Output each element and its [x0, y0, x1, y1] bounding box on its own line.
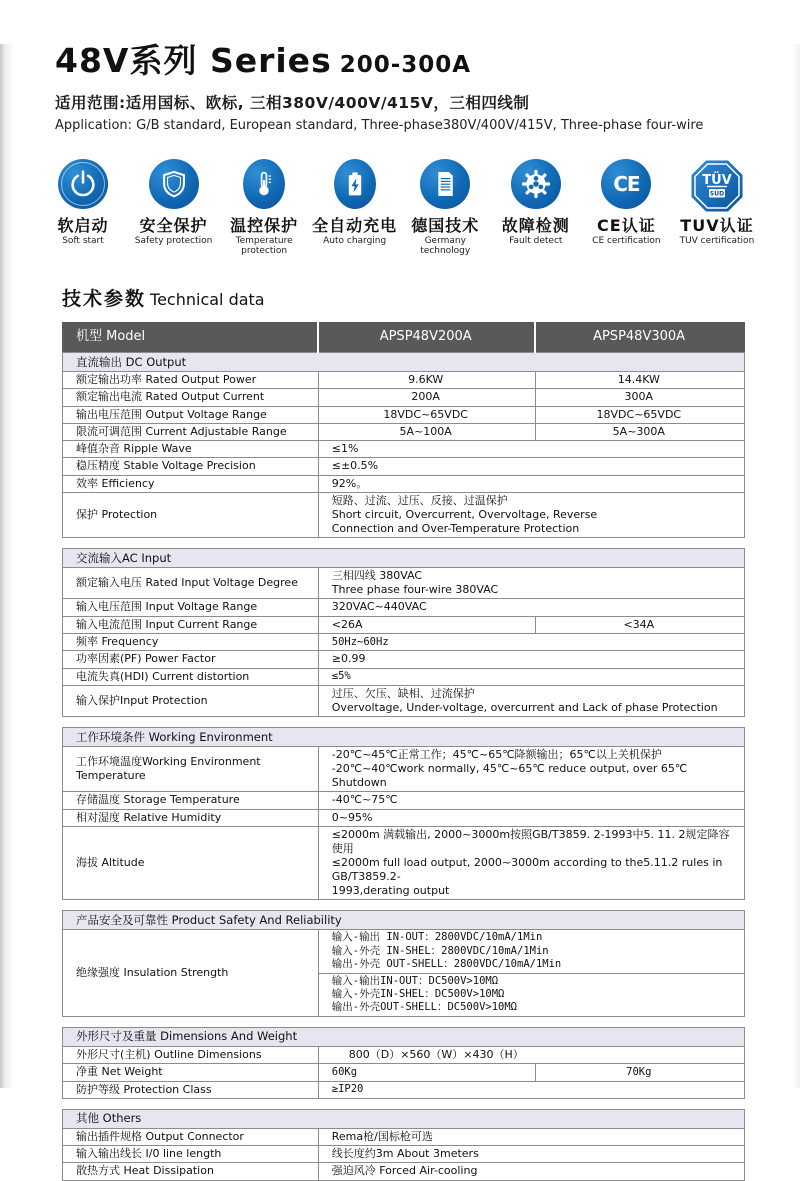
spec-value: 50Hz~60Hz [318, 634, 744, 651]
product-title-range: 200-300A [339, 52, 472, 78]
datasheet-page [0, 41, 800, 1178]
spec-table [62, 1109, 745, 1181]
feature-label-cn: 安全保护 [139, 216, 208, 235]
feature-label-en: TUV certification [679, 236, 755, 247]
spec-row [63, 747, 745, 792]
section-header-row [63, 1027, 745, 1046]
spec-row [63, 493, 745, 538]
spec-row [63, 634, 745, 651]
spec-value: 14.4KW [535, 371, 744, 388]
spec-value-line: 输出-外壳 OUT-SHELL：2800VDC/10mA/1Min [331, 958, 562, 971]
spec-row [63, 475, 745, 492]
spec-row [63, 441, 745, 458]
section-title: 外形尺寸及重量 Dimensions And Weight [63, 1027, 745, 1046]
spec-value: 18VDC~65VDC [535, 406, 744, 423]
spec-label: 防护等级 Protection Class [63, 1081, 319, 1098]
spec-tables [62, 322, 745, 1181]
spec-value: 5A~300A [535, 423, 744, 440]
document-icon [420, 159, 470, 209]
spec-label: 相对湿度 Relative Humidity [63, 809, 319, 826]
spec-value: ≤±0.5% [318, 458, 744, 475]
feature-icons-row [38, 159, 762, 257]
spec-value: ≥0.99 [318, 651, 744, 668]
spec-table [62, 910, 745, 1017]
spec-row [63, 809, 745, 826]
spec-label: 净重 Net Weight [63, 1064, 319, 1081]
spec-label: 输出插件规格 Output Connector [63, 1128, 319, 1145]
feature-label-en: Auto charging [323, 236, 387, 247]
spec-value: Rema枪/国标枪可选 [318, 1128, 744, 1145]
spec-value [318, 930, 744, 973]
spec-value: ≤5% [318, 668, 744, 685]
spec-row [63, 1146, 745, 1163]
spec-row [63, 685, 745, 716]
spec-table [62, 322, 745, 538]
feature-label-en: Temperature protection [235, 236, 293, 257]
model-header-row [63, 322, 745, 352]
feature-safety-protection [129, 159, 219, 257]
spec-value: 18VDC~65VDC [318, 406, 535, 423]
spec-value [318, 493, 744, 538]
feature-label-en: Safety protection [134, 236, 213, 247]
feature-ce-certification [581, 159, 671, 257]
spec-value: 强迫风冷 Forced Air-cooling [318, 1163, 744, 1180]
power-icon [58, 159, 108, 209]
spec-row [63, 458, 745, 475]
spec-value: 0~95% [318, 809, 744, 826]
spec-value-line: 过压、欠压、缺相、过流保护 [331, 686, 475, 700]
technical-data-heading-en: Technical data [150, 289, 265, 309]
spec-value-line: 短路、过流、过压、反接、过温保护 [331, 494, 508, 508]
spec-value: 线长度约3m About 3meters [318, 1146, 744, 1163]
spec-row [63, 1163, 745, 1180]
product-title-main: 48V系列 Series [55, 41, 332, 80]
ce-mark-icon [601, 159, 651, 209]
spec-label: 效率 Efficiency [63, 475, 319, 492]
spec-label: 输入保护Input Protection [63, 685, 319, 716]
spec-label: 电流失真(HDI) Current distortion [63, 668, 319, 685]
spec-label: 功率因素(PF) Power Factor [63, 651, 319, 668]
feature-label-cn: CE认证 [597, 216, 656, 235]
spec-label: 限流可调范围 Current Adjustable Range [63, 423, 319, 440]
spec-label: 工作环境温度Working Environment Temperature [63, 747, 319, 792]
spec-label: 外形尺寸(主机) Outline Dimensions [63, 1046, 319, 1063]
spec-value: 9.6KW [318, 371, 535, 388]
spec-value [318, 747, 744, 792]
section-title: 其他 Others [63, 1109, 745, 1128]
feature-label-cn: 软启动 [57, 216, 109, 235]
spec-value [318, 568, 744, 599]
spec-value-line: ≤2000m full load output, 2000~3000m according to the5.11.2 rules in GB/T3859.2- [331, 856, 723, 884]
spec-label: 保护 Protection [63, 493, 319, 538]
spec-value: 300A [535, 389, 744, 406]
gear-icon [511, 159, 561, 209]
spec-label: 输入电压范围 Input Voltage Range [63, 599, 319, 616]
application-line-en: Application: G/B standard, European standard, Three-phase380V/400V/415V, Three-phase four-wire [55, 118, 704, 133]
section-title: 产品安全及可靠性 Product Safety And Reliability [63, 911, 745, 930]
technical-data-heading [62, 284, 800, 311]
spec-label: 输入输出线长 I/0 line length [63, 1146, 319, 1163]
spec-table [62, 727, 745, 900]
spec-value: 70Kg [535, 1064, 744, 1081]
spec-label: 输入电流范围 Input Current Range [63, 616, 319, 633]
spec-row [63, 1064, 745, 1081]
spec-row [63, 1128, 745, 1145]
model-name: APSP48V200A [318, 322, 535, 352]
spec-value-line: Three phase four-wire 380VAC [331, 583, 499, 597]
feature-soft-start [38, 159, 128, 257]
spec-value-line: Overvoltage, Under-voltage, overcurrent and Lack of phase Protection [331, 701, 718, 714]
spec-value: <34A [535, 616, 744, 633]
spec-row [63, 389, 745, 406]
svg-text:TÜV: TÜV [702, 173, 732, 188]
feature-label-en: Fault detect [509, 236, 563, 247]
spec-row [63, 668, 745, 685]
spec-value-line: -20℃~45℃正常工作；45℃~65℃降额输出；65℃以上关机保护 [331, 748, 662, 762]
spec-value: 200A [318, 389, 535, 406]
feature-auto-charging [310, 159, 400, 257]
spec-label: 额定输出功率 Rated Output Power [63, 371, 319, 388]
spec-value [318, 685, 744, 716]
battery-charging-icon [334, 159, 376, 209]
spec-value-line: 输出-外壳OUT-SHELL：DC500V>10MΩ [331, 1001, 518, 1014]
section-header-row [63, 728, 745, 747]
spec-value: ≤1% [318, 441, 744, 458]
spec-value-line: 三相四线 380VAC [331, 569, 423, 583]
spec-value-line: Short circuit, Overcurrent, Overvoltage, Reverse [331, 508, 598, 522]
spec-label: 额定输出电流 Rated Output Current [63, 389, 319, 406]
spec-value: -40℃~75℃ [318, 792, 744, 809]
spec-table [62, 548, 745, 717]
feature-label-en: Germany technology [420, 236, 471, 257]
feature-label-en: Soft start [62, 236, 104, 247]
spec-row [63, 371, 745, 388]
shield-icon [149, 159, 199, 209]
spec-row [63, 1046, 745, 1063]
feature-label-cn: 全自动充电 [312, 216, 398, 235]
spec-value: ≥IP20 [318, 1081, 744, 1098]
spec-label: 峰值杂音 Ripple Wave [63, 441, 319, 458]
feature-label-en: CE certification [592, 236, 661, 247]
spec-row [63, 826, 745, 899]
spec-row [63, 930, 745, 973]
section-title: 工作环境条件 Working Environment [63, 728, 745, 747]
feature-germany-technology [400, 159, 490, 257]
spec-value: 800（D）×560（W）×430（H） [318, 1046, 744, 1063]
spec-label: 绝缘强度 Insulation Strength [63, 930, 319, 1017]
feature-fault-detect [491, 159, 581, 257]
feature-tuv-certification [672, 159, 762, 257]
application-line-cn: 适用范围:适用国标、欧标, 三相380V/400V/415V，三相四线制 [55, 94, 530, 112]
feature-label-cn: TUV认证 [680, 216, 754, 235]
spec-value: 5A~100A [318, 423, 535, 440]
thermometer-icon [243, 159, 285, 209]
section-header-row [63, 352, 745, 371]
technical-data-heading-cn: 技术参数 [62, 287, 147, 310]
spec-value-line: -20℃~40℃work normally, 45℃~65℃ reduce output, over 65℃ Shutdown [331, 762, 688, 790]
model-name: APSP48V300A [535, 322, 744, 352]
spec-label: 存储温度 Storage Temperature [63, 792, 319, 809]
product-title [55, 41, 800, 80]
feature-temperature-protection [219, 159, 309, 257]
spec-value [318, 826, 744, 899]
section-title: 交流输入AC Input [63, 549, 745, 568]
spec-row [63, 406, 745, 423]
spec-row [63, 423, 745, 440]
spec-label: 输出电压范围 Output Voltage Range [63, 406, 319, 423]
power-icon-ring [61, 162, 105, 206]
ce-mark-text: CE [613, 172, 640, 196]
section-header-row [63, 911, 745, 930]
spec-value: 60Kg [318, 1064, 535, 1081]
spec-value: 92%。 [318, 475, 744, 492]
spec-label: 频率 Frequency [63, 634, 319, 651]
model-column-label: 机型 Model [63, 322, 319, 352]
spec-row [63, 568, 745, 599]
spec-label: 散热方式 Heat Dissipation [63, 1163, 319, 1180]
svg-text:SÜD: SÜD [709, 190, 725, 198]
spec-value-line: ≤2000m 满载输出, 2000~3000m按照GB/T3859. 2-1993中5. 11. 2规定降容使用 [331, 827, 730, 855]
spec-value-line: 输入-输出IN-OUT：DC500V>10MΩ [331, 974, 499, 987]
spec-value: 320VAC~440VAC [318, 599, 744, 616]
spec-row [63, 651, 745, 668]
spec-label: 稳压精度 Stable Voltage Precision [63, 458, 319, 475]
spec-value-line: 1993,derating output [331, 884, 450, 898]
feature-label-cn: 温控保护 [230, 216, 299, 235]
spec-row [63, 1081, 745, 1098]
spec-value-line: 输入-输出 IN-OUT：2800VDC/10mA/1Min [331, 931, 543, 944]
section-header-row [63, 1109, 745, 1128]
section-header-row [63, 549, 745, 568]
spec-value-line: 输入-外壳 IN-SHEL：2800VDC/10mA/1Min [331, 944, 549, 957]
spec-row [63, 599, 745, 616]
spec-row [63, 616, 745, 633]
spec-value: <26A [318, 616, 535, 633]
spec-label: 额定输入电压 Rated Input Voltage Degree [63, 568, 319, 599]
page-header [55, 41, 800, 133]
feature-label-cn: 德国技术 [411, 216, 480, 235]
feature-label-cn: 故障检测 [501, 216, 570, 235]
spec-value-line: 输入-外壳IN-SHEL：DC500V>10MΩ [331, 988, 505, 1001]
spec-value [318, 973, 744, 1016]
spec-value-line: Connection and Over-Temperature Protection [331, 522, 580, 536]
section-title: 直流输出 DC Output [63, 352, 745, 371]
spec-row [63, 792, 745, 809]
spec-label: 海拔 Altitude [63, 826, 319, 899]
tuv-mark-icon [690, 159, 744, 213]
spec-table [62, 1027, 745, 1099]
